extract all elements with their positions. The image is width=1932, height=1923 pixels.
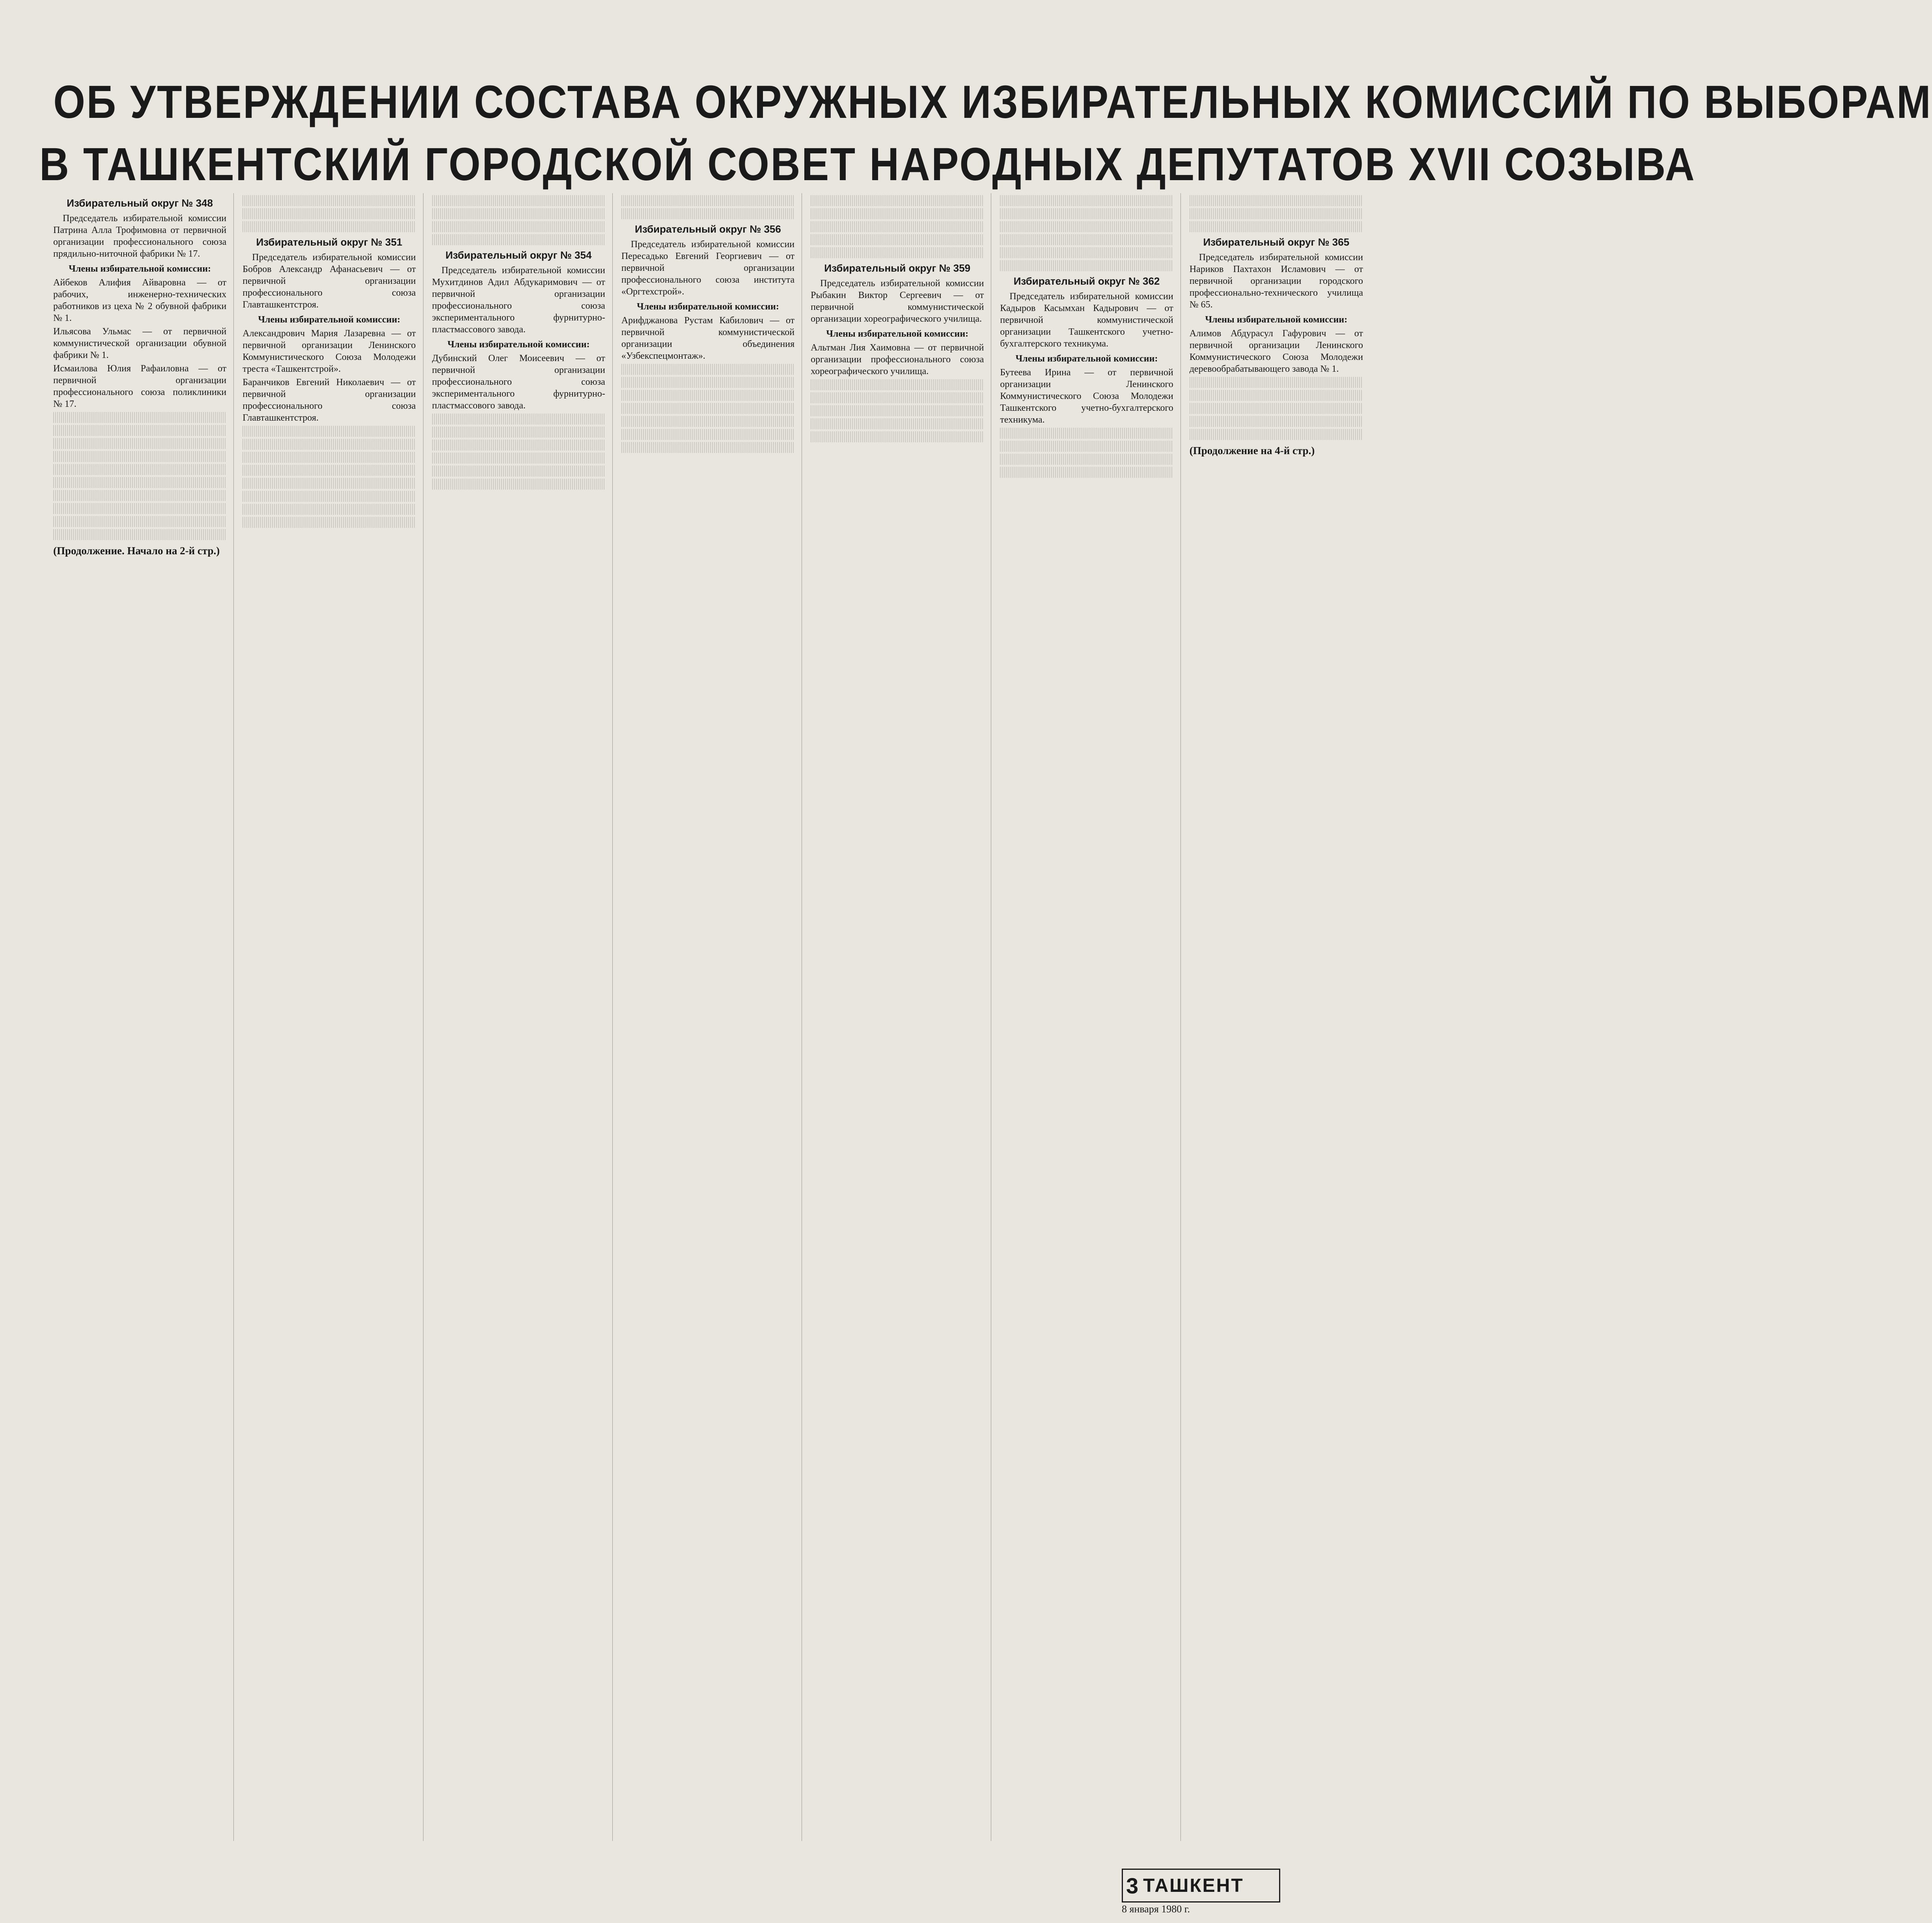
text-block <box>432 427 605 438</box>
text-block <box>811 405 984 416</box>
issue-date: 8 января 1980 г. <box>1122 1903 1190 1915</box>
continued-note: (Продолжение на 4-й стр.) <box>1189 445 1315 457</box>
text-block <box>621 208 794 219</box>
column-4 <box>621 193 802 1841</box>
text-block <box>1000 441 1173 452</box>
text-block <box>621 403 794 414</box>
text-block <box>432 414 605 425</box>
member-entry: Дубинский Олег Моисеевич — от первичной организации профессионального союза экспериментального фурнитурно-пластмассового завода. <box>432 353 605 411</box>
text-block <box>621 364 794 375</box>
member-entry: Бутеева Ирина — от первичной организации Ленинского Коммунистического Союза Молодежи Ташкентского учетно-бухгалтерского техникума. <box>1000 367 1173 425</box>
continued-note: (Продолжение. Начало на 2-й стр.) <box>53 545 220 557</box>
district-heading: Избирательный округ № 351 <box>256 236 403 248</box>
headline-line-1: ОБ УТВЕРЖДЕНИИ СОСТАВА ОКРУЖНЫХ ИЗБИРАТЕЛЬНЫХ КОМИССИЙ ПО ВЫБОРАМ <box>53 76 1932 128</box>
text-block <box>242 426 416 437</box>
text-block <box>621 195 794 206</box>
text-block <box>242 504 416 515</box>
district-heading: Избирательный округ № 359 <box>824 262 971 274</box>
text-block <box>811 221 984 232</box>
masthead-logo <box>1122 1869 1280 1903</box>
chairman-paragraph: Председатель избирательной комиссии Бобров Александр Афанасьевич — от первичной организации профессионального союза Главташкентстроя. <box>242 252 416 310</box>
newspaper-page <box>16 12 1932 1915</box>
text-block <box>1190 390 1363 401</box>
text-block <box>53 503 226 514</box>
text-block <box>811 379 984 390</box>
text-block <box>811 431 984 442</box>
chairman-paragraph: Председатель избирательной комиссии Мухитдинов Адил Абдукаримович — от первичной организации профессионального союза экспериментального фурнитурно-пластмассового завода. <box>432 265 605 335</box>
text-block <box>432 195 605 206</box>
text-block <box>1000 467 1173 478</box>
text-block <box>53 477 226 488</box>
member-entry: Альтман Лия Хаимовна — от первичной организации профессионального союза хореографического училища. <box>811 343 984 376</box>
text-block <box>242 517 416 528</box>
chairman-paragraph: Председатель избирательной комиссии Патрина Алла Трофимовна от первичной организации профессионального союза прядильно-ниточной фабрики № 17. <box>53 213 227 259</box>
text-block <box>1190 208 1363 219</box>
text-block <box>242 195 416 206</box>
text-block <box>53 425 226 436</box>
text-block <box>621 390 794 401</box>
members-heading: Члены избирательной комиссии: <box>447 339 590 350</box>
column-1 <box>53 193 234 1841</box>
text-block <box>242 208 416 219</box>
text-columns <box>53 193 1370 1841</box>
members-heading: Члены избирательной комиссии: <box>69 264 211 274</box>
member-entry: Баранчиков Евгений Николаевич — от первичной организации профессионального союза Главташкентстроя. <box>242 377 416 423</box>
member-entry: Арифджанова Рустам Кабилович — от первичной коммунистической организации объединения «Узбекспецмонтаж». <box>621 315 795 361</box>
text-block <box>1000 221 1173 232</box>
text-block <box>242 452 416 463</box>
text-block <box>242 478 416 489</box>
member-entry: Александрович Мария Лазаревна — от первичной организации Ленинского Коммунистического Союза Молодежи треста «Ташкентстрой». <box>242 328 416 374</box>
text-block <box>1190 195 1363 206</box>
text-block <box>432 453 605 464</box>
headline-line-2: В ТАШКЕНТСКИЙ ГОРОДСКОЙ СОВЕТ НАРОДНЫХ ДЕПУТАТОВ XVII СОЗЫВА <box>39 138 1696 190</box>
column-7 <box>1190 193 1370 1841</box>
text-block <box>811 247 984 258</box>
members-heading: Члены избирательной комиссии: <box>1015 354 1158 364</box>
text-block <box>53 516 226 527</box>
text-block <box>53 490 226 501</box>
text-block <box>53 438 226 449</box>
text-block <box>1190 429 1363 440</box>
text-block <box>1190 221 1363 232</box>
members-heading: Члены избирательной комиссии: <box>1205 315 1348 325</box>
text-block <box>432 234 605 245</box>
members-heading: Члены избирательной комиссии: <box>258 315 401 325</box>
text-block <box>242 491 416 502</box>
text-block <box>1000 260 1173 271</box>
text-block <box>621 429 794 440</box>
district-heading: Избирательный округ № 365 <box>1203 236 1350 248</box>
text-block <box>432 479 605 490</box>
text-block <box>53 529 226 540</box>
text-block <box>242 465 416 476</box>
chairman-paragraph: Председатель избирательной комиссии Нариков Пахтахон Исламович — от первичной организации городского профессионально-технического училища № 65. <box>1189 252 1363 310</box>
text-block <box>1190 403 1363 414</box>
members-heading: Члены избирательной комиссии: <box>637 302 779 312</box>
member-entry: Айбеков Алифия Айваровна — от рабочих, инженерно-технических работников из цеха № 2 обувной фабрики № 1. <box>53 278 227 323</box>
text-block <box>811 208 984 219</box>
page-number: 3 <box>1126 1873 1139 1898</box>
member-entry: Алимов Абдурасул Гафурович — от первичной организации Ленинского Коммунистического Союза Молодежи деревообрабатывающего завода № 1. <box>1189 328 1363 374</box>
text-block <box>811 234 984 245</box>
text-block <box>53 464 226 475</box>
chairman-paragraph: Председатель избирательной комиссии Рыбакин Виктор Сергеевич — от первичной коммунистической организации хореографического училища. <box>811 278 984 324</box>
text-block <box>1000 454 1173 465</box>
text-block <box>621 377 794 388</box>
text-block <box>1000 428 1173 439</box>
text-block <box>1000 234 1173 245</box>
text-block <box>811 418 984 429</box>
text-block <box>242 439 416 450</box>
text-block <box>432 440 605 451</box>
footer-masthead <box>1122 1869 1362 1915</box>
text-block <box>621 416 794 427</box>
page-headline <box>39 71 1932 196</box>
text-block <box>432 208 605 219</box>
text-block <box>242 221 416 232</box>
text-block <box>1190 377 1363 388</box>
members-heading: Члены избирательной комиссии: <box>826 329 969 339</box>
column-2 <box>242 193 423 1841</box>
column-3 <box>432 193 613 1841</box>
chairman-paragraph: Председатель избирательной комиссии Кадыров Касымхан Кадырович — от первичной коммунистической организации Ташкентского учетно-бухгалтерского техникума. <box>1000 291 1173 349</box>
district-heading: Избирательный округ № 354 <box>445 249 592 261</box>
text-block <box>1000 208 1173 219</box>
text-block <box>811 195 984 206</box>
district-heading: Избирательный округ № 356 <box>635 223 781 235</box>
text-block <box>1190 416 1363 427</box>
text-block <box>1000 247 1173 258</box>
district-heading: Избирательный округ № 348 <box>67 197 213 209</box>
district-heading: Избирательный округ № 362 <box>1013 275 1160 287</box>
column-5 <box>811 193 991 1841</box>
text-block <box>432 466 605 477</box>
text-block <box>53 451 226 462</box>
text-block <box>432 221 605 232</box>
text-block <box>53 412 226 423</box>
member-entry: Ильясова Ульмас — от первичной коммунистической организации обувной фабрики № 1. <box>53 326 227 360</box>
column-6 <box>1000 193 1180 1841</box>
newspaper-name: ТАШКЕНТ <box>1143 1875 1244 1896</box>
member-entry: Исмаилова Юлия Рафаиловна — от первичной организации профессионального союза поликлиники № 17. <box>53 363 227 409</box>
chairman-paragraph: Председатель избирательной комиссии Пересадько Евгений Георгиевич — от первичной организации профессионального союза института «Оргтехстрой». <box>621 239 795 297</box>
text-block <box>811 392 984 403</box>
text-block <box>1000 195 1173 206</box>
text-block <box>621 442 794 453</box>
